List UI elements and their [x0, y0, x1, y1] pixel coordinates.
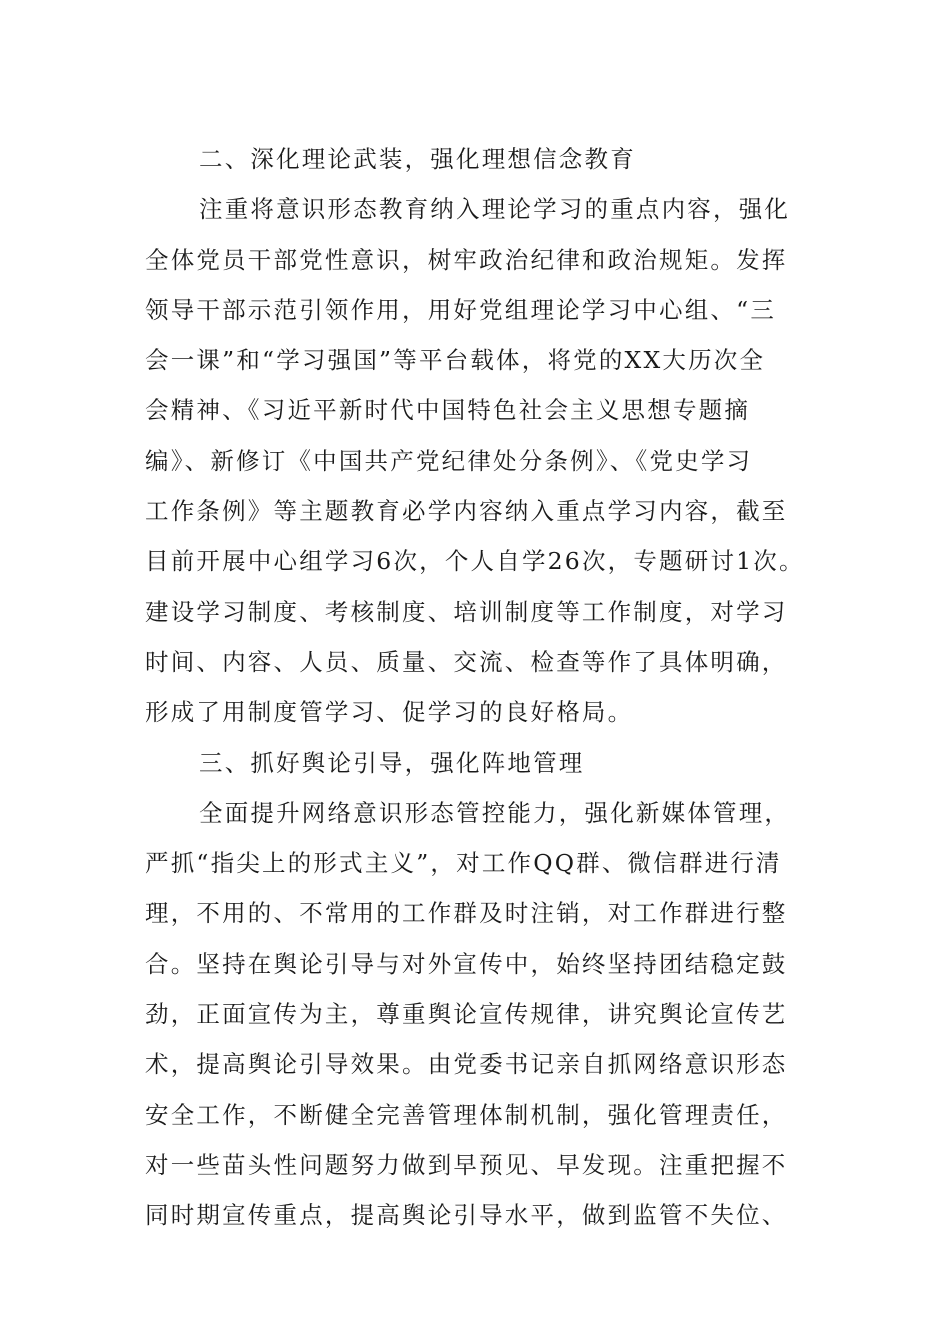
- text-line: 严抓“指尖上的形式主义”，对工作QQ群、微信群进行清: [145, 849, 782, 878]
- text-line: 术，提高舆论引导效果。由党委书记亲自抓网络意识形态: [145, 1050, 788, 1079]
- text-line: 建设学习制度、考核制度、培训制度等工作制度，对学习: [145, 597, 788, 626]
- text-line: 时间、内容、人员、质量、交流、检查等作了具体明确，: [145, 647, 788, 676]
- text-line: 安全工作，不断健全完善管理体制机制，强化管理责任，: [145, 1100, 788, 1129]
- heading-section-two: 二、深化理论武装，强化理想信念教育: [199, 145, 636, 173]
- text-line: 理，不用的、不常用的工作群及时注销，对工作群进行整: [145, 899, 788, 928]
- text-line: 目前开展中心组学习6次，个人自学26次，专题研讨1次。: [145, 547, 805, 576]
- heading-section-three: 三、抓好舆论引导，强化阵地管理: [199, 748, 585, 777]
- text-line: 形成了用制度管学习、促学习的良好格局。: [145, 698, 634, 727]
- text-line: 全面提升网络意识形态管控能力，强化新媒体管理，: [199, 798, 791, 827]
- text-line: 劲，正面宣传为主，尊重舆论宣传规律，讲究舆论宣传艺: [145, 1000, 788, 1029]
- text-line: 工作条例》等主题教育必学内容纳入重点学习内容，截至: [145, 497, 788, 526]
- text-line: 同时期宣传重点，提高舆论引导水平，做到监管不失位、: [145, 1201, 788, 1230]
- text-line: 会一课”和“学习强国”等平台载体，将党的XX大历次全: [145, 346, 766, 375]
- document-body: [145, 134, 825, 1241]
- text-line: 编》、新修订《中国共产党纪律处分条例》、《党史学习: [145, 446, 753, 475]
- text-line: 对一些苗头性问题努力做到早预见、早发现。注重把握不: [145, 1150, 788, 1179]
- text-line: 合。坚持在舆论引导与对外宣传中，始终坚持团结稳定鼓: [145, 949, 788, 978]
- text-line: 会精神、《习近平新时代中国特色社会主义思想专题摘: [145, 396, 751, 425]
- text-line: 注重将意识形态教育纳入理论学习的重点内容，强化: [199, 195, 791, 224]
- text-line: 全体党员干部党性意识，树牢政治纪律和政治规矩。发挥: [145, 245, 788, 274]
- text-line: 领导干部示范引领作用，用好党组理论学习中心组、“三: [145, 295, 777, 324]
